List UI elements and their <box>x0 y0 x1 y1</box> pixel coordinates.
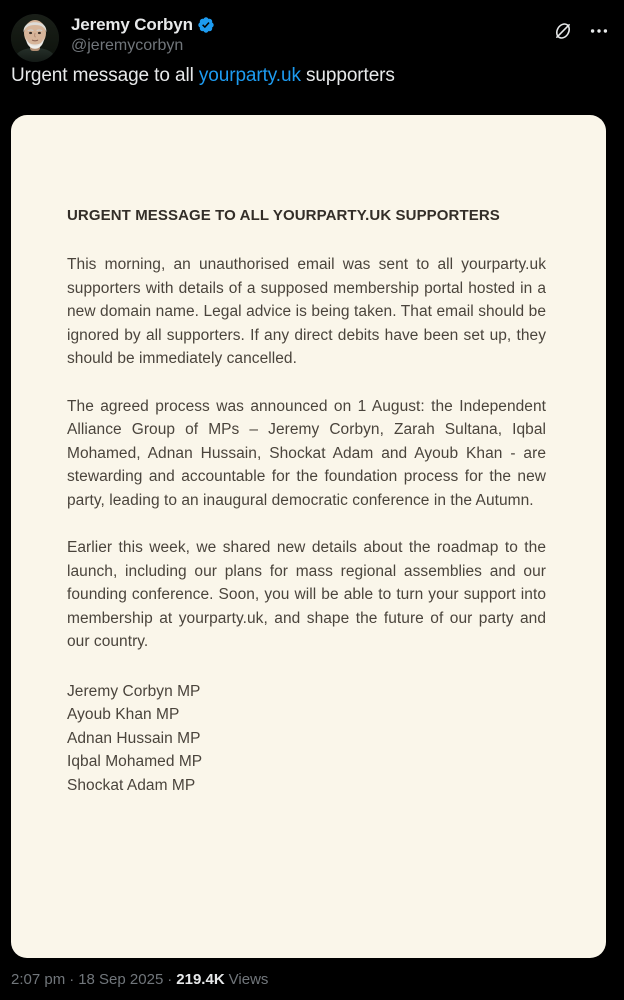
grok-actions-icon[interactable] <box>552 20 574 42</box>
avatar[interactable] <box>11 14 59 62</box>
tweet-body-text <box>0 54 624 88</box>
statement-body <box>67 205 546 797</box>
list-item: Shockat Adam MP <box>67 776 196 794</box>
display-name[interactable]: Jeremy Corbyn <box>71 15 193 34</box>
list-item: Iqbal Mohamed MP <box>67 753 203 770</box>
statement-image-card[interactable] <box>11 115 606 958</box>
statement-heading: URGENT MESSAGE TO ALL YOURPARTY.UK SUPPORTERS <box>67 207 500 224</box>
statement-paragraph-1: This morning, an unauthorised email was sent to all yourparty.uk supporters with details of a supposed membership portal hosted in a new domain name. Legal advice is being taken. That email should be ignored by all supporters. If any direct debits have been set up, they should be immediately cancelled. <box>67 256 546 367</box>
account-identity <box>71 14 552 55</box>
metadata-separator-1: · <box>69 970 75 988</box>
more-options-icon[interactable] <box>588 20 610 42</box>
views-label[interactable]: Views <box>228 970 269 988</box>
statement-paragraph-3: Earlier this week, we shared new details about the roadmap to the launch, including our plans for mass regional assemblies and our founding conference. Soon, you will be able to turn your support into membership at yourparty.uk, and shape the future of our party and our country. <box>67 539 546 650</box>
tweet-text-after-link: supporters <box>300 65 395 86</box>
signatory-list <box>67 680 546 798</box>
display-name-row[interactable] <box>71 15 552 35</box>
list-item: Ayoub Khan MP <box>67 706 180 723</box>
verified-badge-icon <box>197 16 215 34</box>
list-item: Jeremy Corbyn MP <box>67 682 201 700</box>
account-handle[interactable]: @jeremycorbyn <box>71 36 184 54</box>
tweet-date: 18 Sep 2025 <box>78 970 164 988</box>
metadata-separator-2: · <box>167 970 173 988</box>
header-actions <box>552 14 610 42</box>
tweet-time: 2:07 pm <box>11 970 66 988</box>
views-count[interactable]: 219.4K <box>176 970 225 988</box>
tweet-link-yourparty[interactable]: yourparty.uk <box>198 65 301 86</box>
tweet-header <box>0 0 624 54</box>
tweet-text-before-link: Urgent message to all <box>11 65 199 86</box>
list-item: Adnan Hussain MP <box>67 729 201 747</box>
tweet-metadata-footer <box>11 958 268 1000</box>
statement-paragraph-2: The agreed process was announced on 1 August: the Independent Alliance Group of MPs – Jeremy Corbyn, Zarah Sultana, Iqbal Mohamed, Adnan Hussain, Shockat Adam and Ayoub Khan - are stewarding and accountable for the foundation process for the new party, leading to an inaugural democratic conference in the Autumn. <box>67 397 546 509</box>
